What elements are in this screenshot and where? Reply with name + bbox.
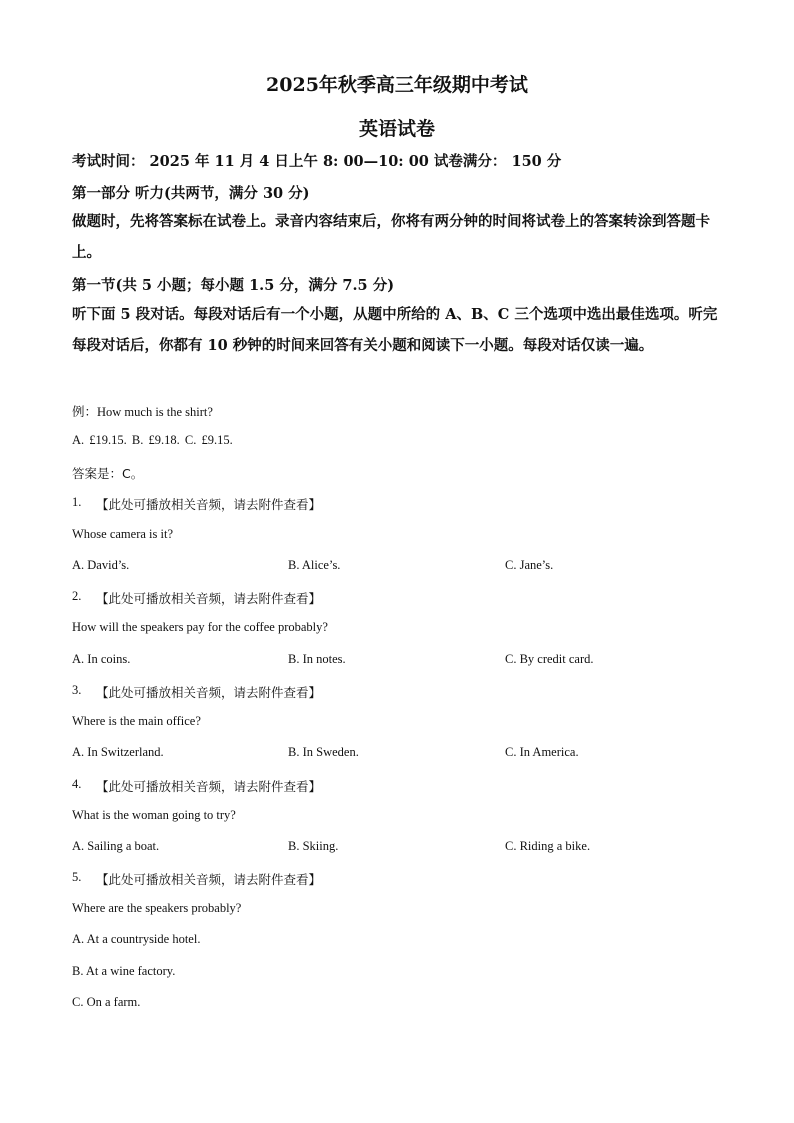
section1-instruction: 听下面 5 段对话。每段对话后有一个小题，从题中所给的 A、B、C 三个选项中选出最佳选项。听完每段对话后，你都有 10 秒钟的时间来回答有关小题和阅读下一小题。每段对话仅读一遍。	[72, 306, 718, 354]
question-text: Where are the speakers probably?	[72, 901, 242, 915]
question-text: Where is the main office?	[72, 714, 201, 728]
option-b: B. In Sweden.	[288, 745, 359, 759]
example-question: 例：How much is the shirt?	[72, 405, 213, 419]
example-options: A. £19.15. B. £9.18. C. £9.15.	[72, 433, 233, 447]
option-a: A. In coins.	[72, 652, 131, 666]
question-number: 5.	[72, 870, 82, 884]
option-c: C. In America.	[505, 745, 579, 759]
audio-notice: 【此处可播放相关音频，请去附件查看】	[96, 497, 322, 512]
exam-info: 考试时间： 2025 年 11 月 4 日上午 8: 00—10: 00 试卷满分： 150 分	[72, 153, 562, 170]
option-b: B. Alice’s.	[288, 558, 341, 572]
section1-heading: 第一节(共 5 小题；每小题 1.5 分，满分 7.5 分)	[72, 277, 395, 294]
option-c: C. Riding a bike.	[505, 839, 591, 853]
audio-notice: 【此处可播放相关音频，请去附件查看】	[96, 591, 322, 606]
option-a: A. In Switzerland.	[72, 745, 164, 759]
audio-notice: 【此处可播放相关音频，请去附件查看】	[96, 685, 322, 700]
part1-heading: 第一部分 听力(共两节，满分 30 分)	[72, 185, 310, 202]
question-number: 4.	[72, 777, 82, 791]
option-c: C. Jane’s.	[505, 558, 554, 572]
option-c: C. On a farm.	[72, 995, 141, 1009]
question-text: What is the woman going to try?	[72, 808, 236, 822]
option-a: A. David’s.	[72, 558, 130, 572]
audio-notice: 【此处可播放相关音频，请去附件查看】	[96, 779, 322, 794]
example-answer: 答案是：C。	[72, 466, 144, 481]
option-b: B. At a wine factory.	[72, 964, 176, 978]
question-text: How will the speakers pay for the coffee probably?	[72, 620, 328, 634]
part1-instruction: 做题时，先将答案标在试卷上。录音内容结束后，你将有两分钟的时间将试卷上的答案转涂到答题卡上。	[72, 213, 710, 261]
question-number: 2.	[72, 589, 82, 603]
audio-notice: 【此处可播放相关音频，请去附件查看】	[96, 872, 322, 887]
question-text: Whose camera is it?	[72, 527, 173, 541]
exam-title: 2025年秋季高三年级期中考试	[266, 74, 528, 96]
option-a: A. Sailing a boat.	[72, 839, 160, 853]
option-b: B. Skiing.	[288, 839, 339, 853]
question-number: 1.	[72, 495, 82, 509]
option-b: B. In notes.	[288, 652, 346, 666]
exam-subtitle: 英语试卷	[358, 118, 435, 140]
option-c: C. By credit card.	[505, 652, 594, 666]
question-number: 3.	[72, 683, 82, 697]
option-a: A. At a countryside hotel.	[72, 932, 201, 946]
